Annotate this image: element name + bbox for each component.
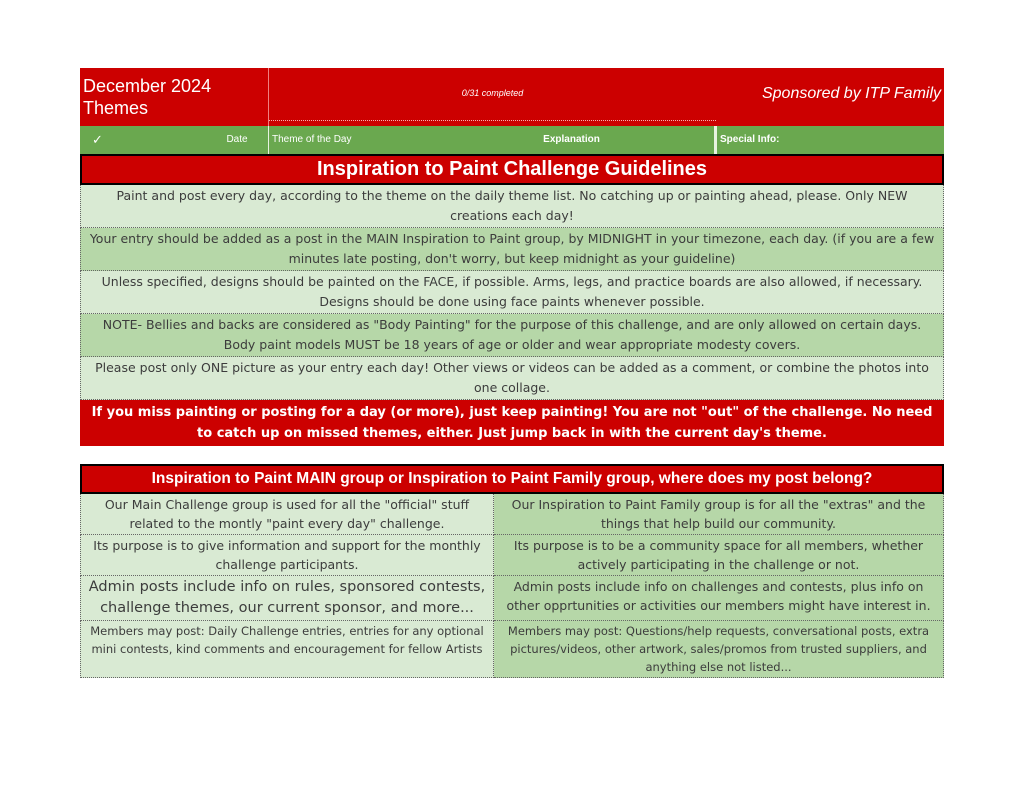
checkmark-icon[interactable]: ✓ xyxy=(92,132,103,147)
table-row xyxy=(80,494,944,535)
col-special-info: Special Info: xyxy=(720,134,780,145)
sheet-title xyxy=(80,68,269,126)
table-row xyxy=(80,535,944,576)
column-header-row xyxy=(80,126,944,154)
table-row xyxy=(80,621,944,678)
sheet-title-line2: Themes xyxy=(83,98,149,118)
main-group-cell: Its purpose is to give information and support for the monthly challenge participants. xyxy=(80,535,494,576)
guideline-row: Paint and post every day, according to the theme on the daily theme list. No catching up or painting ahead, please. Only NEW creations each day! xyxy=(80,185,944,228)
col-date: Date xyxy=(110,126,269,154)
guideline-row: Your entry should be added as a post in the MAIN Inspiration to Paint group, by MIDNIGHT in your timezone, each day. (if you are a few minutes late posting, don't worry, but keep midnight as your guideline) xyxy=(80,228,944,271)
sheet-title-line1: December 2024 xyxy=(83,76,212,96)
family-group-cell: Our Inspiration to Paint Family group is for all the "extras" and the things that help build our community. xyxy=(494,494,944,535)
col-theme: Theme of the Day xyxy=(272,134,352,145)
guideline-row: Unless specified, designs should be painted on the FACE, if possible. Arms, legs, and practice boards are also allowed, if necessary. Designs should be done using face paints whenever possible. xyxy=(80,271,944,314)
guidelines-title: Inspiration to Paint Challenge Guidelines xyxy=(80,154,944,185)
progress-text: 0/31 completed xyxy=(461,88,524,98)
table-row xyxy=(80,576,944,621)
main-group-cell: Admin posts include info on rules, sponsored contests, challenge themes, our current sponsor, and more... xyxy=(80,576,494,621)
sponsor-text: Sponsored by ITP Family xyxy=(761,85,941,102)
guideline-row: Please post only ONE picture as your entry each day! Other views or videos can be added as a comment, or combine the photos into one collage. xyxy=(80,357,944,400)
progress-cell xyxy=(269,68,716,126)
theme-sheet xyxy=(80,68,944,446)
col-explanation: Explanation xyxy=(429,126,717,154)
groups-table xyxy=(80,464,944,678)
family-group-cell: Its purpose is to be a community space for all members, whether actively participating in the challenge or not. xyxy=(494,535,944,576)
main-group-cell: Members may post: Daily Challenge entries, entries for any optional mini contests, kind comments and encouragement for fellow Artists xyxy=(80,621,494,678)
guideline-row-missed-days: If you miss painting or posting for a day (or more), just keep painting! You are not "out" of the challenge. No need to catch up on missed themes, either. Just jump back in with the current day's theme. xyxy=(80,400,944,446)
main-group-cell: Our Main Challenge group is used for all the "official" stuff related to the montly "paint every day" challenge. xyxy=(80,494,494,535)
progress-divider xyxy=(269,120,716,121)
guideline-row: NOTE- Bellies and backs are considered as "Body Painting" for the purpose of this challenge, and are only allowed on certain days. Body paint models MUST be 18 years of age or older and wear appropriate modesty covers. xyxy=(80,314,944,357)
groups-title: Inspiration to Paint MAIN group or Inspiration to Paint Family group, where does my post belong? xyxy=(80,464,944,494)
family-group-cell: Admin posts include info on challenges and contests, plus info on other opprtunities or activities our members might have interest in. xyxy=(494,576,944,621)
sheet-header xyxy=(80,68,944,126)
family-group-cell: Members may post: Questions/help requests, conversational posts, extra pictures/videos, other artwork, sales/promos from trusted suppliers, and anything else not listed... xyxy=(494,621,944,678)
